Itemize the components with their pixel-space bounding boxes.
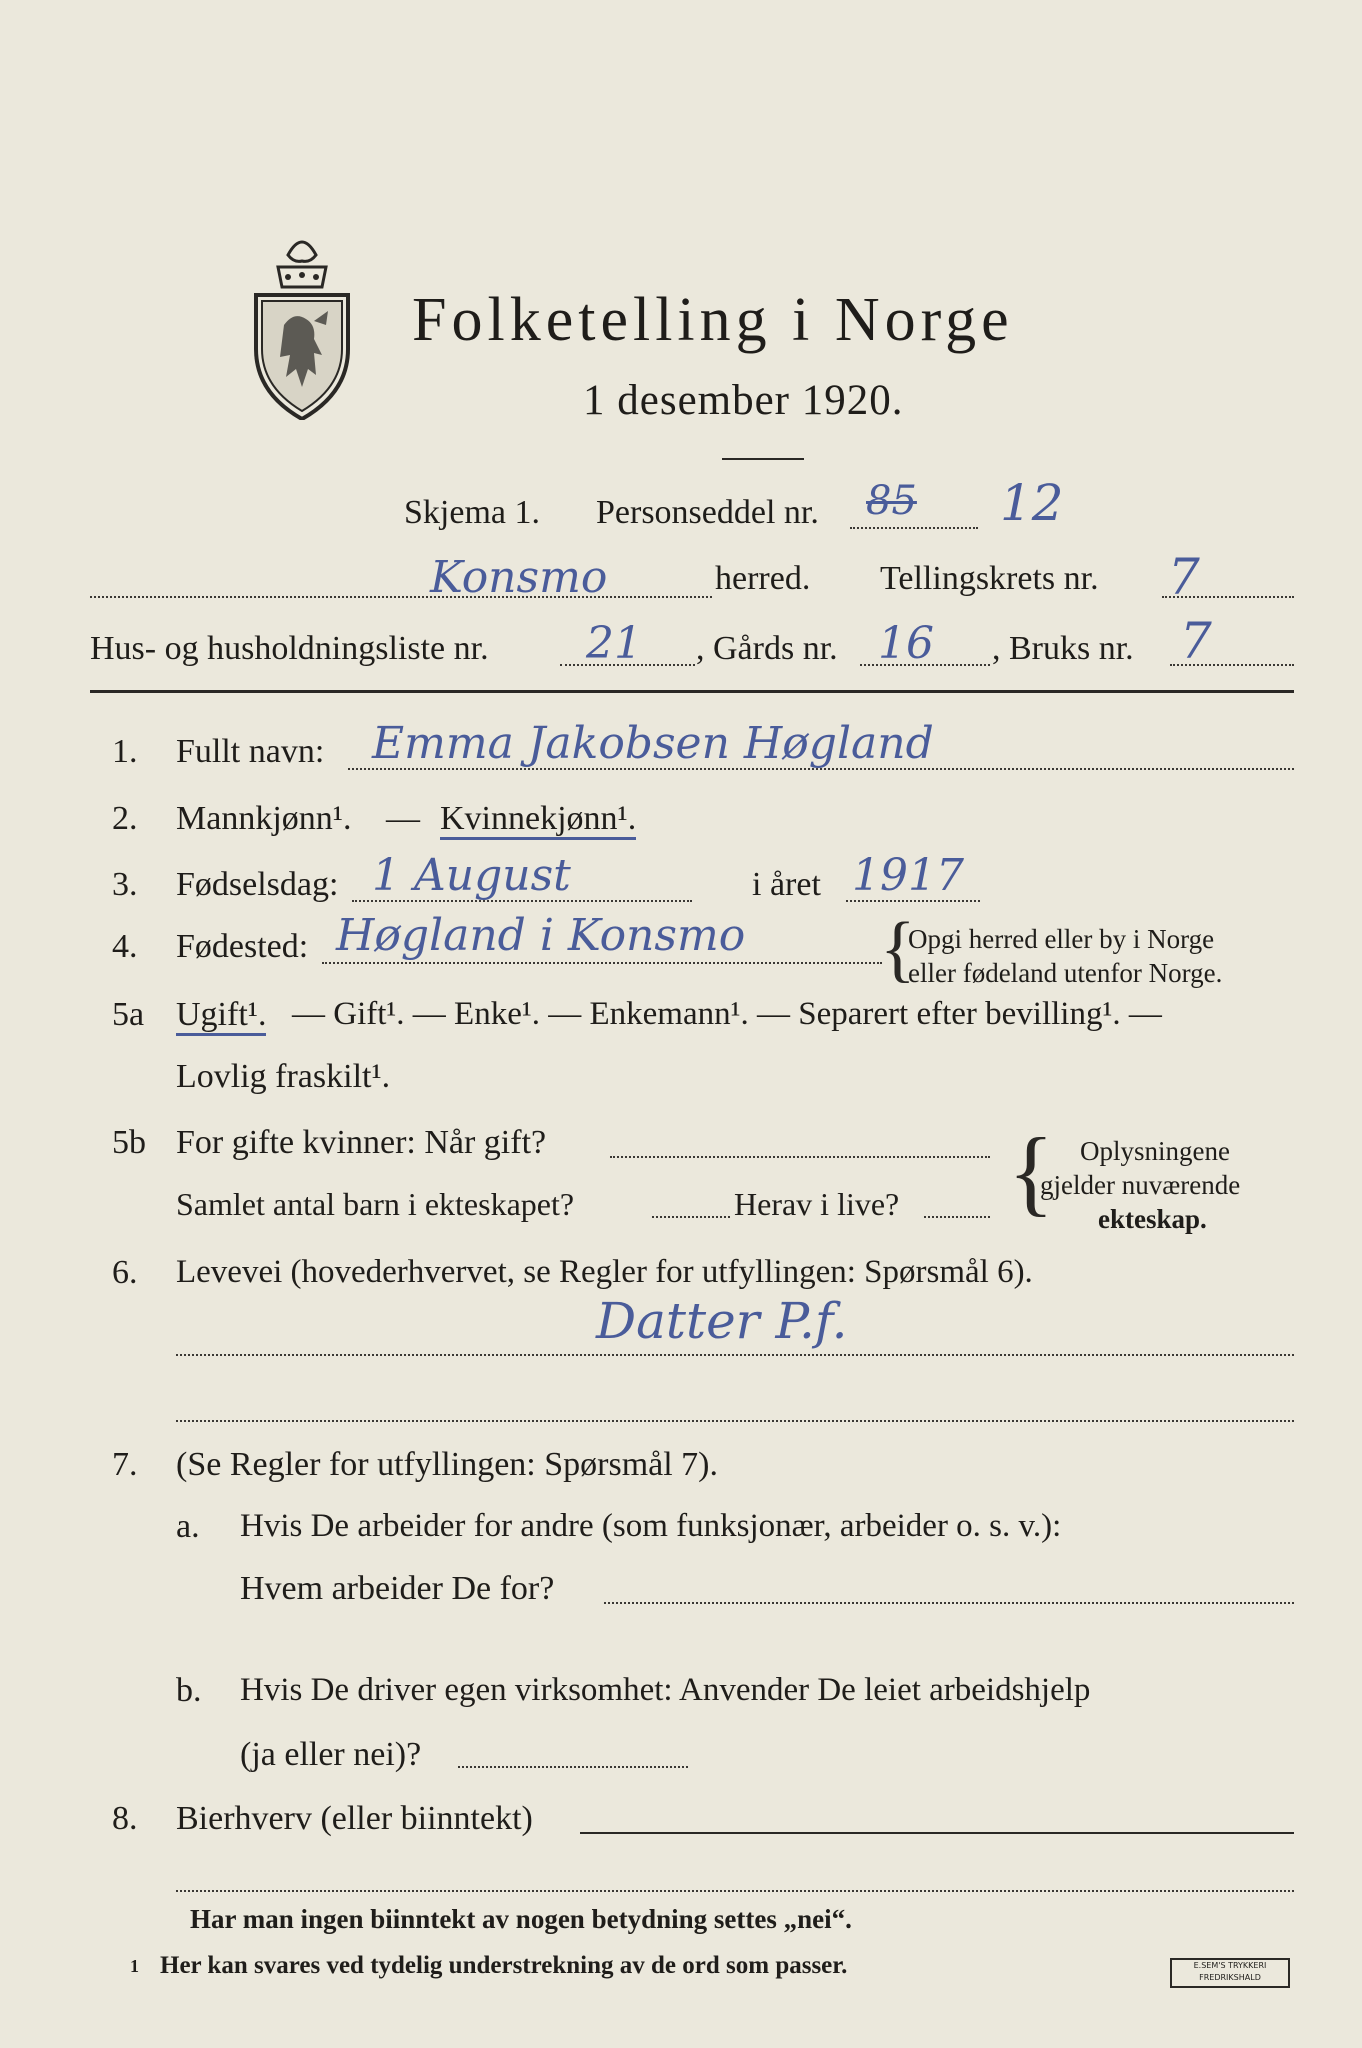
- q5b-line2b: Herav i live?: [734, 1186, 900, 1222]
- printer-stamp: [1170, 1958, 1290, 1988]
- q1-label: Fullt navn:: [176, 733, 325, 770]
- q5b-note-brace: {: [1008, 1118, 1055, 1225]
- q7b-line2: (ja eller nei)?: [240, 1736, 422, 1773]
- q4-note-line2: eller fødeland utenfor Norge.: [908, 958, 1223, 988]
- q5b-note1: Oplysningene: [1080, 1136, 1230, 1166]
- q4-number: 4.: [112, 928, 138, 965]
- q5b-alive-line: [924, 1216, 990, 1218]
- q5b-married-line: [610, 1156, 990, 1158]
- q4-label: Fødested:: [176, 928, 309, 965]
- q5b-line2a: Samlet antal barn i ekteskapet?: [176, 1186, 575, 1222]
- printer-stamp-line2: FREDRIKSHALD: [1199, 1973, 1261, 1982]
- personseddel-struck-value: 85: [866, 478, 917, 524]
- personseddel-label: Personseddel nr.: [596, 494, 819, 531]
- gards-label: , Gårds nr.: [696, 630, 838, 667]
- q6-line1: [176, 1354, 1294, 1356]
- title-divider: [722, 458, 804, 460]
- q5a-line2: Lovlig fraskilt¹.: [176, 1058, 391, 1095]
- hus-label: Hus- og husholdningsliste nr.: [90, 630, 489, 667]
- q8-line2: [176, 1890, 1294, 1892]
- skjema-label: Skjema 1.: [404, 494, 540, 531]
- gards-value: 16: [878, 618, 934, 669]
- q4-note-line1: Opgi herred eller by i Norge: [908, 924, 1215, 954]
- q7-label: (Se Regler for utfyllingen: Spørsmål 7).: [176, 1446, 719, 1483]
- q4-line: [322, 962, 882, 964]
- q2-separator: —: [386, 800, 420, 837]
- q4-note-brace: {: [880, 908, 916, 990]
- printer-stamp-line1: E.SEM'S TRYKKERI: [1193, 1961, 1267, 1970]
- herred-value: Konsmo: [430, 552, 608, 603]
- herred-label: herred.: [715, 560, 811, 597]
- q7a-line1: Hvis De arbeider for andre (som funksjonær, arbeider o. s. v.):: [240, 1508, 1062, 1544]
- q8-number: 8.: [112, 1800, 138, 1837]
- header-separator: [90, 690, 1294, 693]
- tellingskrets-value: 7: [1168, 548, 1200, 606]
- q5b-line1: For gifte kvinner: Når gift?: [176, 1124, 547, 1161]
- q5b-note3: ekteskap.: [1098, 1204, 1207, 1234]
- footnote-mark: 1: [130, 1956, 139, 1976]
- q5a-other-options: — Gift¹. — Enke¹. — Enkemann¹. — Separert efter bevilling¹. —: [292, 996, 1162, 1032]
- q2-number: 2.: [112, 800, 138, 837]
- occupation-value: Datter P.f.: [596, 1292, 848, 1350]
- q7a-employer-line: [604, 1602, 1294, 1604]
- census-date: 1 desember 1920.: [583, 377, 904, 424]
- q5b-number: 5b: [112, 1124, 146, 1161]
- q6-label: Levevei (hovederhvervet, se Regler for utfyllingen: Spørsmål 6).: [176, 1254, 1033, 1290]
- q8-line: [580, 1832, 1294, 1834]
- q5a-ugift-option: Ugift¹.: [176, 996, 266, 1034]
- personseddel-value: 12: [1000, 474, 1064, 532]
- full-name-value: Emma Jakobsen Høgland: [372, 718, 934, 769]
- personseddel-line: [850, 527, 978, 529]
- birthday-value: 1 August: [372, 850, 571, 901]
- hus-value: 21: [586, 618, 642, 669]
- q6-line2: [176, 1420, 1294, 1422]
- q7b-answer-line: [458, 1766, 688, 1768]
- tellingskrets-label: Tellingskrets nr.: [880, 560, 1099, 597]
- q8-note: Har man ingen biinntekt av nogen betydning settes „nei“.: [190, 1904, 852, 1934]
- birthplace-value: Høgland i Konsmo: [336, 910, 746, 961]
- q7b-line1: Hvis De driver egen virksomhet: Anvender De leiet arbeidshjelp: [240, 1672, 1091, 1708]
- birth-year-value: 1917: [852, 850, 964, 901]
- q7a-line2: Hvem arbeider De for?: [240, 1570, 555, 1607]
- q7-number: 7.: [112, 1446, 138, 1483]
- q5a-number: 5a: [112, 996, 145, 1033]
- bruks-value: 7: [1180, 612, 1212, 670]
- q5b-children-line: [652, 1216, 730, 1218]
- q7a-marker: a.: [176, 1508, 200, 1545]
- q7b-marker: b.: [176, 1672, 202, 1709]
- q2-female-option: Kvinnekjønn¹.: [440, 800, 636, 838]
- q3-year-label: i året: [752, 866, 821, 903]
- herred-line: [90, 596, 712, 598]
- q3-label: Fødselsdag:: [176, 866, 339, 903]
- q8-label: Bierhverv (eller biinntekt): [176, 1800, 533, 1837]
- q6-number: 6.: [112, 1254, 138, 1291]
- coat-of-arms-icon: [248, 225, 356, 420]
- footnote-text: Her kan svares ved tydelig understrekning av de ord som passer.: [160, 1952, 848, 1979]
- q2-male-option: Mannkjønn¹.: [176, 800, 352, 837]
- q5b-note2: gjelder nuværende: [1040, 1170, 1241, 1200]
- q3-number: 3.: [112, 866, 138, 903]
- bruks-label: , Bruks nr.: [992, 630, 1134, 667]
- form-title: Folketelling i Norge: [412, 286, 1014, 354]
- q1-number: 1.: [112, 733, 138, 770]
